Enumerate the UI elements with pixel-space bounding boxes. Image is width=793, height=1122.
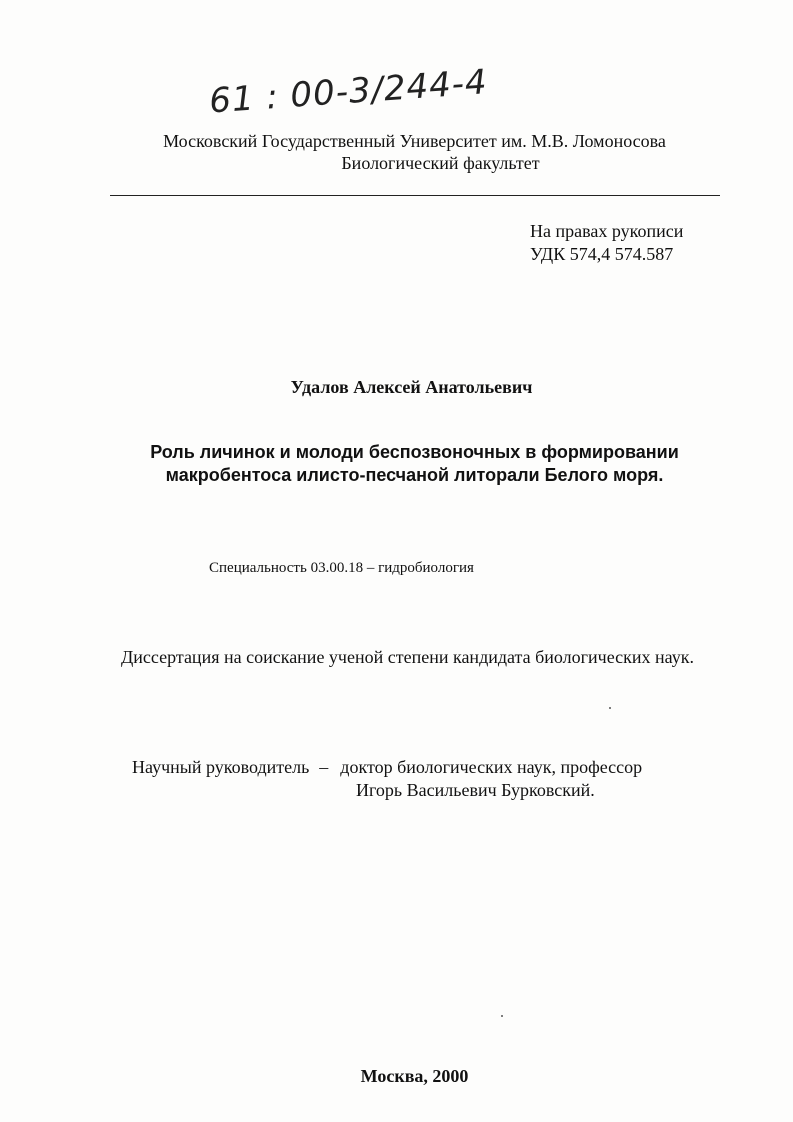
author-name-text: Удалов Алексей Анатольевич: [290, 377, 533, 397]
supervisor-degree: доктор биологических наук, профессор: [340, 757, 643, 777]
city-year-text: Москва, 2000: [360, 1066, 469, 1086]
dissertation-degree: Диссертация на соискание ученой степени кандидата биологических наук.: [121, 647, 694, 667]
author-name: [0, 377, 793, 398]
faculty-name: Биологический факультет: [341, 153, 540, 173]
title-line-1: Роль личинок и молоди беспозвоночных в формировании: [150, 442, 679, 462]
manuscript-rights: На правах рукописи: [530, 221, 684, 241]
city-year: [0, 1066, 793, 1087]
header-divider: [110, 195, 720, 196]
supervisor-role: Научный руководитель: [132, 757, 310, 777]
rights-block: [530, 220, 683, 266]
scan-speck: [609, 707, 611, 709]
supervisor-dash: –: [319, 757, 329, 777]
supervisor-name: Игорь Васильевич Бурковский.: [356, 780, 595, 800]
title-line-2: макробентоса илисто-песчаной литорали Белого моря.: [165, 465, 664, 485]
archive-number-text: 61 : 00-3/244-4: [208, 62, 489, 122]
supervisor-block: [132, 756, 643, 800]
dissertation-title: [0, 441, 793, 487]
speciality: Специальность 03.00.18 – гидробиология: [209, 560, 474, 576]
archive-number-handwritten: [205, 55, 545, 125]
scan-speck: [501, 1015, 503, 1017]
udk-code: УДК 574,4 574.587: [530, 244, 674, 264]
university-name: Московский Государственный Университет им. М.В. Ломоносова: [163, 131, 666, 151]
